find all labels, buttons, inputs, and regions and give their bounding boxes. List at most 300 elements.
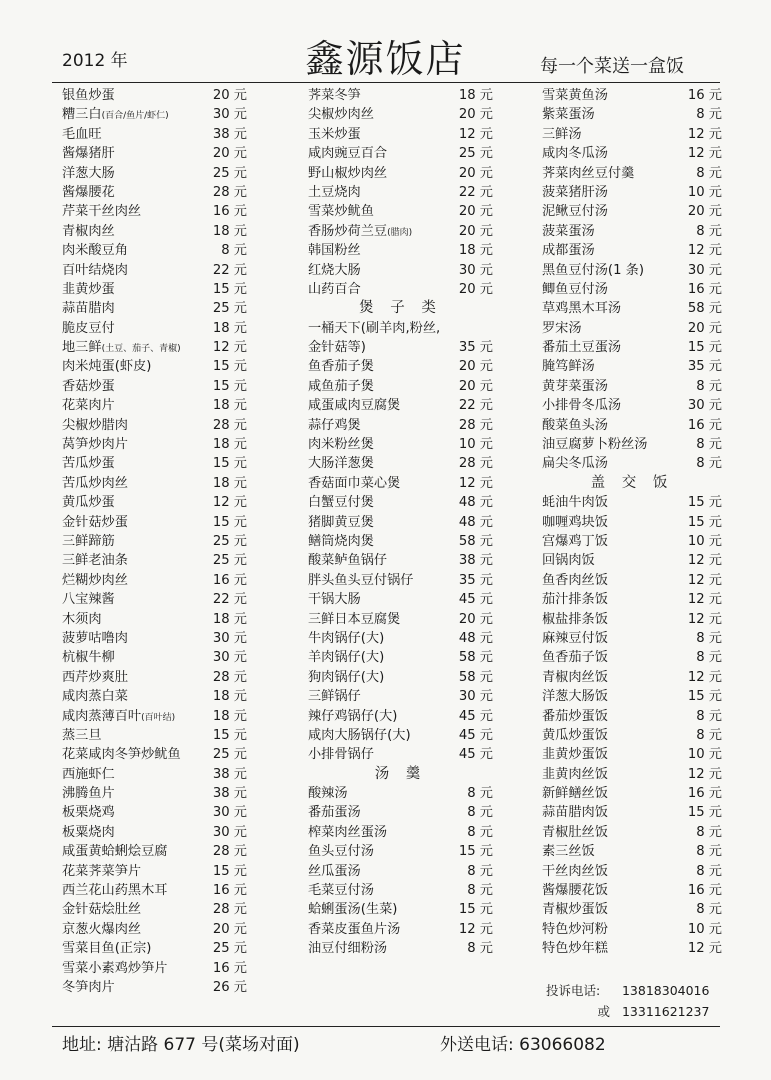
dish-name (62, 842, 168, 861)
menu-item (62, 513, 247, 532)
dish-name (62, 222, 115, 241)
dish-name-text: 咸蛋黄蛤蜊烩豆腐 (62, 844, 168, 860)
dish-price: 20 元 (458, 611, 493, 627)
dish-price: 18 元 (212, 437, 247, 453)
dish-name-text: 咸鱼茄子煲 (308, 378, 374, 394)
dish-note: (腊肉) (387, 227, 413, 238)
dish-name (542, 435, 648, 454)
dish-name-text: 咸蛋咸肉豆腐煲 (308, 398, 401, 414)
menu-item (308, 202, 493, 221)
dish-name (308, 842, 374, 861)
menu-item (62, 338, 247, 357)
dish-price: 18 元 (212, 611, 247, 627)
dish-name-text: 百叶结烧肉 (62, 262, 128, 278)
menu-item (308, 920, 493, 939)
menu-item (542, 784, 722, 803)
dish-name-text: 酸辣汤 (308, 786, 348, 802)
menu-item (62, 551, 247, 570)
dish-name (62, 900, 141, 919)
dish-name (542, 86, 608, 105)
menu-item (542, 454, 722, 473)
dish-name (62, 377, 115, 396)
dish-name (308, 726, 411, 745)
dish-price: 30 元 (212, 805, 247, 821)
dish-name-text: 酸菜鱼头汤 (542, 417, 608, 433)
dish-price: 25 元 (212, 301, 247, 317)
dish-name (308, 86, 361, 105)
menu-item (542, 823, 722, 842)
menu-item (308, 164, 493, 183)
dish-name (62, 396, 115, 415)
dish-name (542, 920, 608, 939)
dish-price: 28 元 (212, 669, 247, 685)
dish-name-text: 板粟烧肉 (62, 824, 115, 840)
dish-name-text: 鳝筒烧肉煲 (308, 533, 374, 549)
dish-name (308, 668, 384, 687)
dish-name (308, 357, 374, 376)
menu-item (62, 164, 247, 183)
dish-price: 12 元 (687, 243, 722, 259)
dish-name (62, 416, 128, 435)
menu-item (308, 416, 493, 435)
dish-name (62, 474, 128, 493)
dish-price: 10 元 (687, 921, 722, 937)
dish-name-text: 银鱼炒蛋 (62, 88, 115, 103)
menu-item (542, 416, 722, 435)
dish-price: 8 元 (467, 883, 493, 899)
dish-name-text: 素三丝饭 (542, 844, 595, 860)
dish-name (308, 590, 361, 609)
menu-item (62, 377, 247, 396)
menu-column-dishes (62, 86, 247, 997)
dish-price: 30 元 (458, 262, 493, 278)
dish-name (308, 261, 361, 280)
dish-name-text: 特色炒河粉 (542, 921, 608, 937)
dish-price: 26 元 (212, 979, 247, 995)
dish-name-text: 回锅肉饭 (542, 553, 595, 569)
dish-price: 28 元 (458, 456, 493, 472)
menu-item (308, 454, 493, 473)
dish-name-text: 蚝油牛肉饭 (542, 495, 608, 511)
dish-name (542, 629, 608, 648)
delivery-phone: 外送电话: 63066082 (440, 1035, 606, 1055)
dish-name (62, 687, 128, 706)
dish-price: 15 元 (687, 340, 722, 356)
menu-item (542, 319, 722, 338)
dish-price: 8 元 (696, 727, 722, 743)
dish-price: 12 元 (687, 592, 722, 608)
menu-item (308, 532, 493, 551)
menu-item (308, 125, 493, 144)
menu-item (308, 493, 493, 512)
menu-item (308, 629, 493, 648)
dish-price: 8 元 (696, 437, 722, 453)
dish-name-text: 荠菜肉丝豆付羹 (542, 165, 635, 181)
dish-name (308, 551, 387, 570)
dish-name-text: 蒜仔鸡煲 (308, 417, 361, 433)
menu-item (308, 939, 493, 958)
dish-name-text: 猪脚黄豆煲 (308, 514, 374, 530)
menu-item (308, 668, 493, 687)
dish-price: 12 元 (458, 921, 493, 937)
dish-name (62, 862, 141, 881)
or-label: 或 (597, 1004, 610, 1019)
dish-price: 25 元 (212, 533, 247, 549)
menu-item (62, 357, 247, 376)
dish-name-text: 鱼头豆付汤 (308, 844, 374, 860)
dish-price: 20 元 (212, 146, 247, 162)
dish-price: 12 元 (458, 126, 493, 142)
dish-name (542, 610, 608, 629)
dish-name (308, 823, 387, 842)
menu-item (542, 299, 722, 318)
dish-name (542, 183, 608, 202)
menu-item (308, 571, 493, 590)
dish-name (308, 105, 374, 124)
dish-name (62, 571, 128, 590)
menu-item (62, 222, 247, 241)
menu-item (308, 435, 493, 454)
dish-name-text: 狗肉锅仔(大) (308, 669, 385, 685)
dish-price: 20 元 (458, 359, 493, 375)
dish-price: 12 元 (687, 126, 722, 142)
menu-item (542, 261, 722, 280)
menu-section-heading: 煲 子 类 (359, 300, 442, 317)
dish-name-text: 草鸡黑木耳汤 (542, 301, 622, 317)
dish-name-text: 芹菜干丝肉丝 (62, 204, 142, 220)
menu-item (542, 881, 722, 900)
dish-price: 48 元 (458, 495, 493, 511)
dish-price: 18 元 (212, 708, 247, 724)
dish-name (62, 745, 181, 764)
dish-name (542, 396, 621, 415)
dish-name-text: 酱爆腰花饭 (542, 883, 608, 899)
dish-name-text: 肉米炖蛋(虾皮) (62, 359, 152, 375)
menu-item (62, 532, 247, 551)
dish-name (62, 357, 151, 376)
menu-item (308, 144, 493, 163)
dish-name-text: 三鲜日本豆腐煲 (308, 611, 401, 627)
dish-name (542, 532, 608, 551)
dish-name-text: 金针菇等) (308, 340, 366, 356)
dish-name (542, 803, 608, 822)
dish-price: 8 元 (696, 378, 722, 394)
dish-price: 30 元 (212, 630, 247, 646)
menu-item (62, 125, 247, 144)
menu-item (308, 842, 493, 861)
dish-name-text: 成都蛋汤 (542, 243, 595, 259)
dish-name-text: 土豆烧肉 (308, 184, 361, 200)
dish-name (308, 571, 414, 590)
dish-name (308, 241, 361, 260)
dish-name-text: 糟三白 (62, 107, 102, 123)
header-divider (52, 82, 720, 83)
dish-name-text: 黄芽菜蛋汤 (542, 378, 608, 394)
menu-item (308, 513, 493, 532)
dish-name-text: 泥鳅豆付汤 (542, 204, 608, 220)
dish-name (542, 939, 608, 958)
menu-header (0, 0, 771, 80)
dish-price: 45 元 (458, 727, 493, 743)
menu-item (308, 474, 493, 493)
dish-name-text: 雪菜黄鱼汤 (542, 88, 608, 103)
dish-name-text: 黑鱼豆付汤(1 条) (542, 262, 644, 278)
dish-price: 38 元 (458, 553, 493, 569)
dish-price: 30 元 (687, 398, 722, 414)
menu-item (308, 707, 493, 726)
menu-item (62, 299, 247, 318)
dish-name (308, 435, 374, 454)
dish-name-text: 香菜皮蛋鱼片汤 (308, 921, 401, 937)
dish-price: 20 元 (458, 165, 493, 181)
dish-name (308, 202, 374, 221)
dish-price: 16 元 (687, 417, 722, 433)
dish-name-text: 鱼香肉丝饭 (542, 572, 608, 588)
dish-price: 12 元 (687, 553, 722, 569)
dish-name-text: 金针菇烩肚丝 (62, 902, 142, 918)
menu-section-heading: 盖 交 饭 (590, 474, 674, 491)
menu-item (308, 396, 493, 415)
dish-name-text: 脆皮豆付 (62, 320, 115, 336)
menu-item (542, 610, 722, 629)
dish-price: 15 元 (212, 514, 247, 530)
menu-item (542, 144, 722, 163)
dish-price: 15 元 (458, 844, 493, 860)
dish-price: 25 元 (212, 165, 247, 181)
dish-price: 25 元 (458, 146, 493, 162)
menu-item (308, 648, 493, 667)
dish-name-text: 新鲜鳝丝饭 (542, 786, 608, 802)
dish-price: 8 元 (696, 902, 722, 918)
menu-item (62, 86, 247, 105)
menu-item (308, 241, 493, 260)
menu-item (62, 959, 247, 978)
dish-name-text: 尖椒炒腊肉 (62, 417, 128, 433)
dish-name (62, 629, 128, 648)
dish-name (62, 513, 128, 532)
dish-name-text: 三鲜蹄筋 (62, 533, 115, 549)
menu-item (62, 939, 247, 958)
dish-name (542, 648, 608, 667)
dish-name-text: 辣仔鸡锅仔(大) (308, 708, 398, 724)
dish-name-text: 酱爆腰花 (62, 184, 115, 200)
dish-price: 16 元 (687, 786, 722, 802)
dish-price: 35 元 (458, 572, 493, 588)
menu-item (308, 86, 493, 105)
dish-name-text: 蒸三旦 (62, 727, 102, 743)
dish-name (542, 164, 634, 183)
menu-item (62, 668, 247, 687)
menu-column-soup-rice (542, 86, 722, 959)
dish-name (542, 222, 595, 241)
menu-item (62, 261, 247, 280)
menu-item (542, 493, 722, 512)
menu-item (542, 803, 722, 822)
dish-name-text: 尖椒炒肉丝 (308, 107, 374, 123)
dish-name-text: 宫爆鸡丁饭 (542, 533, 608, 549)
dish-name (62, 765, 115, 784)
dish-name-text: 酱爆猪肝 (62, 146, 115, 162)
dish-name (542, 862, 608, 881)
menu-item (542, 105, 722, 124)
dish-price: 15 元 (212, 863, 247, 879)
menu-item (308, 105, 493, 124)
menu-item (62, 765, 247, 784)
dish-name (542, 745, 608, 764)
dish-name (542, 551, 595, 570)
dish-name (308, 319, 440, 338)
dish-name (308, 629, 384, 648)
menu-item (308, 280, 493, 299)
dish-name-text: 咸肉冬瓜汤 (542, 146, 608, 162)
dish-name (542, 105, 595, 124)
dish-price: 12 元 (212, 340, 247, 356)
dish-name-text: 山药百合 (308, 281, 361, 297)
menu-footer (62, 1032, 742, 1058)
dish-price: 15 元 (212, 281, 247, 297)
dish-name (542, 299, 621, 318)
dish-name-text: 杭椒牛柳 (62, 650, 115, 666)
dish-name (308, 862, 361, 881)
dish-price: 8 元 (696, 456, 722, 472)
dish-price: 45 元 (458, 747, 493, 763)
dish-name (308, 474, 400, 493)
menu-item (542, 629, 722, 648)
menu-item (542, 241, 722, 260)
dish-price: 18 元 (212, 223, 247, 239)
dish-price: 20 元 (458, 223, 493, 239)
dish-price: 8 元 (696, 223, 722, 239)
dish-name (542, 707, 608, 726)
dish-price: 15 元 (458, 902, 493, 918)
menu-item (308, 551, 493, 570)
menu-item (308, 357, 493, 376)
dish-name (542, 377, 608, 396)
dish-name (62, 610, 102, 629)
dish-name-text: 三鲜老油条 (62, 553, 128, 569)
complaint-label: 投诉电话: (546, 983, 601, 998)
dish-name-text: 油豆腐萝卜粉丝汤 (542, 437, 648, 453)
menu-item (542, 338, 722, 357)
dish-name (62, 707, 175, 728)
menu-item (542, 900, 722, 919)
dish-name-text: 菠菜猪肝汤 (542, 184, 608, 200)
dish-name (308, 416, 361, 435)
dish-name (62, 86, 115, 105)
dish-name (308, 610, 400, 629)
menu-item (542, 532, 722, 551)
dish-price: 12 元 (687, 572, 722, 588)
dish-name (308, 900, 397, 919)
dish-name-text: 肉米酸豆角 (62, 243, 128, 259)
dish-name (62, 125, 102, 144)
dish-price: 8 元 (696, 630, 722, 646)
menu-item (62, 474, 247, 493)
dish-name-text: 牛肉锅仔(大) (308, 630, 385, 646)
dish-name-text: 小排骨锅仔 (308, 747, 374, 763)
menu-item (542, 707, 722, 726)
dish-price: 30 元 (212, 824, 247, 840)
dish-name (542, 493, 608, 512)
dish-name (308, 164, 387, 183)
dish-price: 8 元 (221, 243, 247, 259)
menu-item (542, 125, 722, 144)
dish-name-text: 椒盐排条饭 (542, 611, 608, 627)
dish-price: 16 元 (212, 572, 247, 588)
menu-item (62, 610, 247, 629)
dish-name (62, 261, 128, 280)
dish-name (62, 551, 128, 570)
dish-price: 30 元 (687, 262, 722, 278)
dish-name-text: 苦瓜炒肉丝 (62, 475, 128, 491)
dish-name-text: 扁尖冬瓜汤 (542, 456, 608, 472)
menu-item (62, 707, 247, 726)
dish-name-text: 三鲜锅仔 (308, 689, 361, 705)
menu-item (62, 687, 247, 706)
dish-price: 8 元 (696, 844, 722, 860)
dish-price: 58 元 (458, 669, 493, 685)
dish-name (308, 493, 374, 512)
dish-name (542, 726, 608, 745)
menu-item (542, 939, 722, 958)
menu-item (62, 105, 247, 124)
dish-price: 8 元 (696, 708, 722, 724)
menu-item (542, 377, 722, 396)
complaint-phone-2: 13311621237 (621, 1004, 710, 1019)
year-label: 2012 年 (62, 51, 128, 71)
dish-price: 20 元 (458, 204, 493, 220)
menu-item (542, 765, 722, 784)
dish-name (542, 202, 608, 221)
dish-price: 15 元 (212, 378, 247, 394)
dish-name-text: 板栗烧鸡 (62, 805, 115, 821)
dish-name-text: 雪菜小素鸡炒笋片 (62, 960, 168, 976)
complaint-phone-1: 13818304016 (621, 983, 710, 998)
dish-price: 16 元 (212, 883, 247, 899)
dish-name (62, 726, 102, 745)
restaurant-name: 鑫源饭店 (305, 37, 466, 81)
dish-price: 28 元 (212, 902, 247, 918)
dish-name (542, 842, 595, 861)
dish-name (308, 338, 366, 357)
dish-price: 8 元 (467, 941, 493, 957)
dish-name-text: 榨菜肉丝蛋汤 (308, 824, 388, 840)
dish-price: 8 元 (467, 786, 493, 802)
menu-item (542, 687, 722, 706)
dish-name-text: 金针菇炒蛋 (62, 514, 128, 530)
dish-note: (百合/鱼片/虾仁) (101, 111, 169, 122)
dish-name-text: 西施虾仁 (62, 766, 115, 782)
dish-name (542, 357, 595, 376)
dish-name (308, 920, 400, 939)
menu-item (62, 202, 247, 221)
menu-item (308, 784, 493, 803)
dish-price: 8 元 (696, 824, 722, 840)
menu-item (542, 571, 722, 590)
dish-name-text: 韭黄肉丝饭 (542, 766, 608, 782)
dish-name (62, 920, 141, 939)
dish-name (308, 803, 361, 822)
dish-price: 58 元 (687, 301, 722, 317)
dish-name-text: 大肠洋葱煲 (308, 456, 374, 472)
dish-price: 8 元 (696, 107, 722, 123)
menu-item (308, 222, 493, 241)
dish-price: 38 元 (212, 126, 247, 142)
dish-name-text: 黄瓜炒蛋饭 (542, 727, 608, 743)
dish-name-text: 罗宋汤 (542, 320, 582, 336)
dish-name-text: 丝瓜蛋汤 (308, 863, 361, 879)
dish-name (308, 687, 361, 706)
